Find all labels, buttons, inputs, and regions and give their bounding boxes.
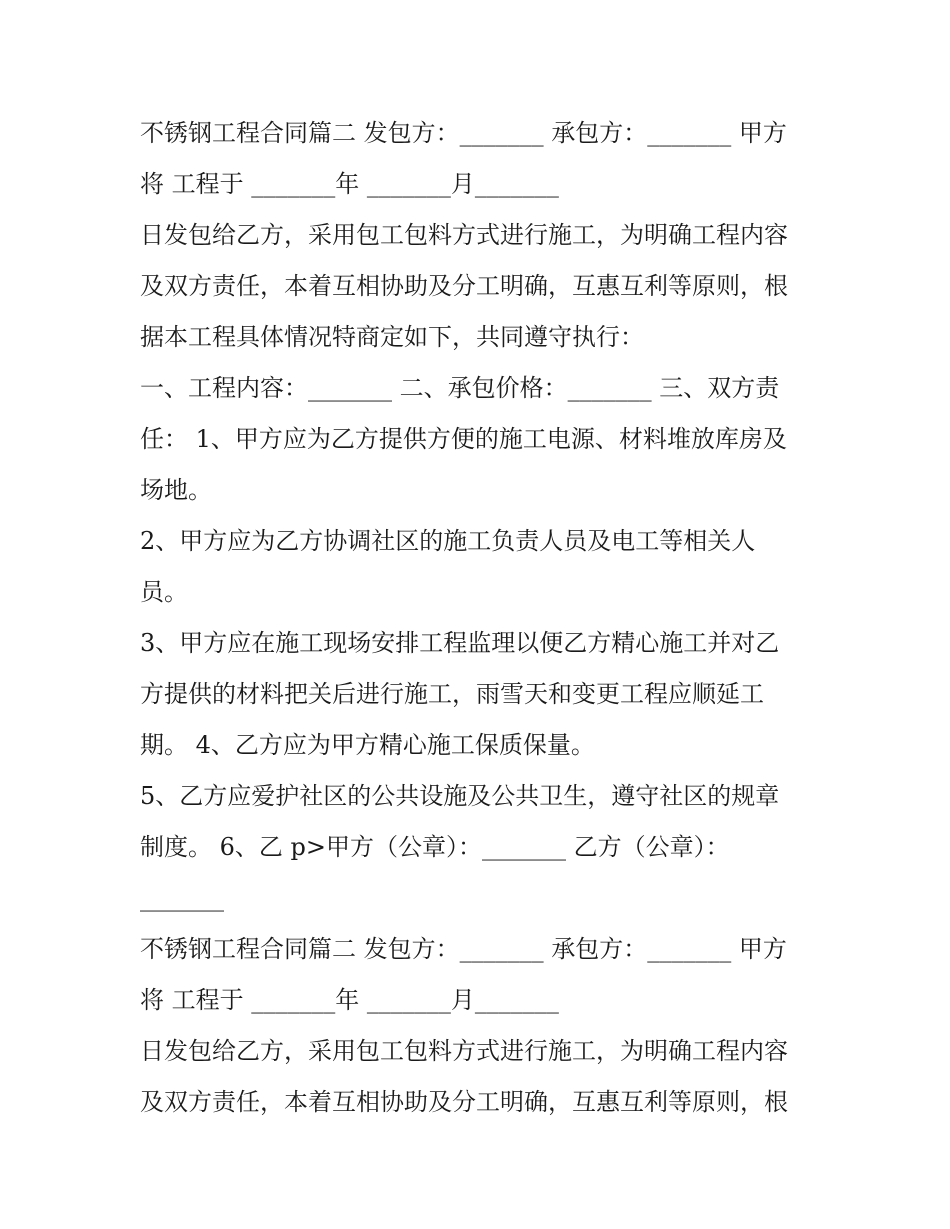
text-line: 期。 4、乙方应为甲方精心施工保质保量。 <box>140 731 595 759</box>
text-line: 一、工程内容：_______ 二、承包价格：_______ 三、双方责 <box>140 374 780 402</box>
text-line: _______ <box>140 884 224 912</box>
text-line: 及双方责任，本着互相协助及分工明确，互惠互利等原则，根 <box>140 272 788 300</box>
text-line: 日发包给乙方，采用包工包料方式进行施工，为明确工程内容 <box>140 221 788 249</box>
text-line: 据本工程具体情况特商定如下，共同遵守执行： <box>140 323 644 351</box>
text-line: 制度。 6、乙 p>甲方（公章）：_______ 乙方（公章）： <box>140 833 730 861</box>
text-line: 及双方责任，本着互相协助及分工明确，互惠互利等原则，根 <box>140 1088 788 1116</box>
text-line: 任： 1、甲方应为乙方提供方便的施工电源、材料堆放库房及 <box>140 425 787 453</box>
text-line: 不锈钢工程合同篇二 发包方：_______ 承包方：_______ 甲方 <box>140 119 787 147</box>
text-line: 3、甲方应在施工现场安排工程监理以便乙方精心施工并对乙 <box>140 629 780 657</box>
text-line: 2、甲方应为乙方协调社区的施工负责人员及电工等相关人 <box>140 527 756 555</box>
text-line: 将 工程于 _______年 _______月_______ <box>140 170 559 198</box>
text-line: 5、乙方应爱护社区的公共设施及公共卫生，遵守社区的规章 <box>140 782 780 810</box>
text-line: 不锈钢工程合同篇二 发包方：_______ 承包方：_______ 甲方 <box>140 935 787 963</box>
text-line: 方提供的材料把关后进行施工，雨雪天和变更工程应顺延工 <box>140 680 764 708</box>
document-body <box>140 108 830 1128</box>
text-line: 将 工程于 _______年 _______月_______ <box>140 986 559 1014</box>
text-line: 日发包给乙方，采用包工包料方式进行施工，为明确工程内容 <box>140 1037 788 1065</box>
text-line: 场地。 <box>140 476 212 504</box>
text-line: 员。 <box>140 578 188 606</box>
